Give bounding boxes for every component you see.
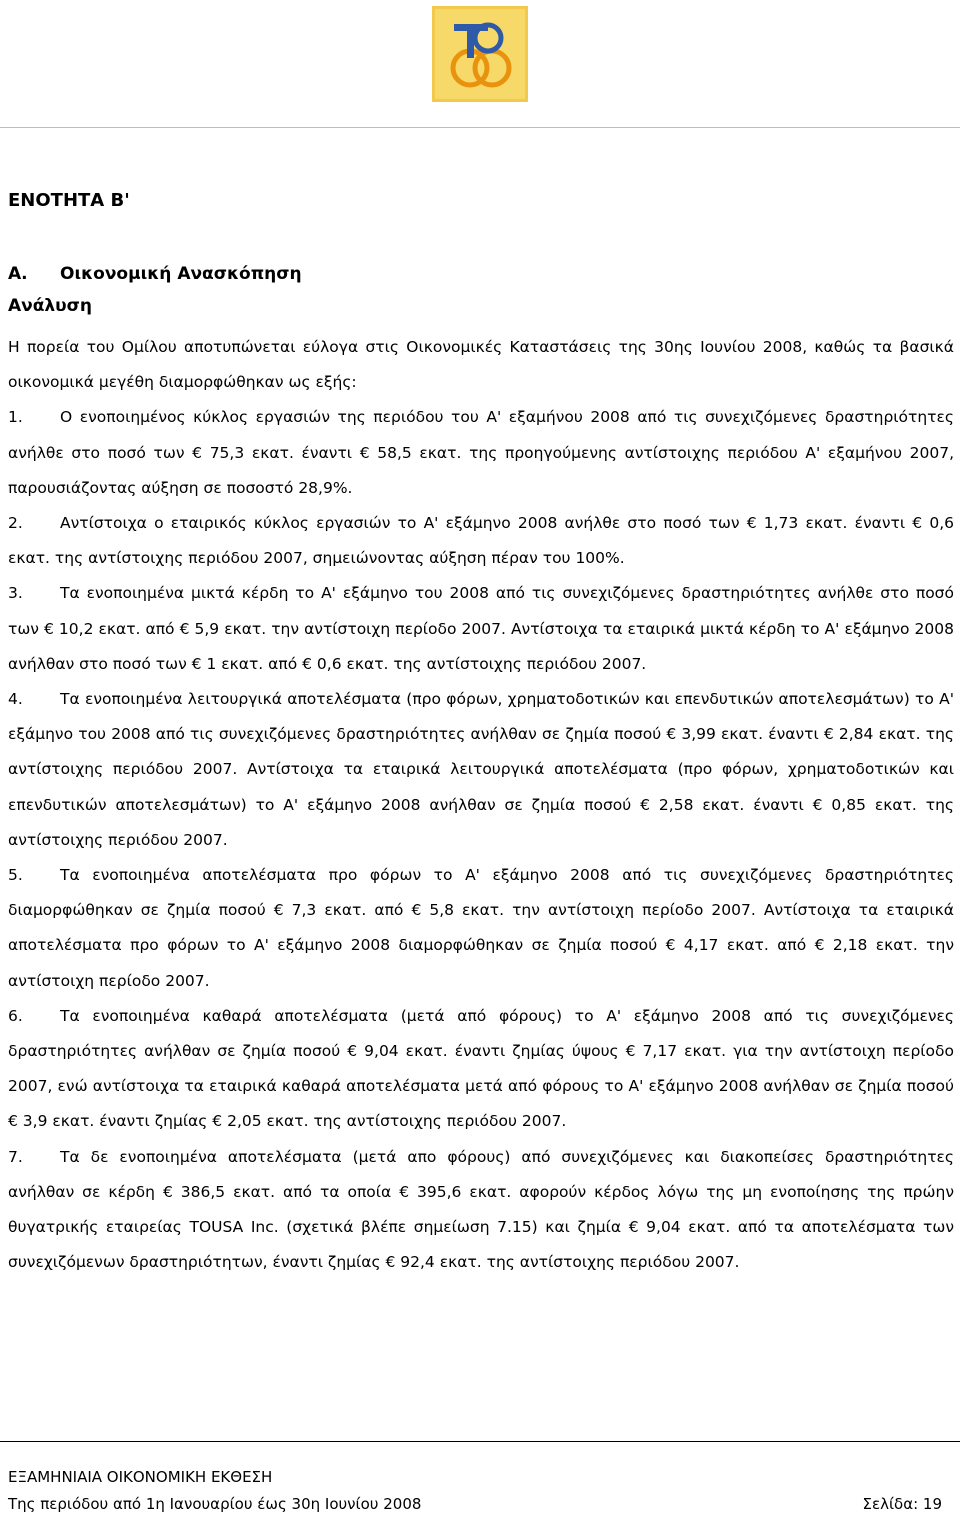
- list-item-number: 4.: [8, 690, 23, 709]
- subsection-title: Οικονομική Ανασκόπηση: [60, 264, 302, 284]
- list-item-number: 2.: [8, 514, 23, 533]
- analysis-heading: Ανάλυση: [8, 296, 92, 316]
- subsection-number: Α.: [8, 264, 28, 284]
- list-item: [8, 576, 954, 682]
- list-item-text: Τα ενοποιημένα αποτελέσματα προ φόρων το Α' εξάμηνο 2008 από τις συνεχιζόμενες δραστηριότητες διαμορφώθηκαν σε ζημία ποσού € 7,3 εκατ. από € 5,8 εκατ. την αντίστοιχη περίοδο 2007. Αντίστοιχα τα εταιρικά αποτελέσματα προ φόρων το Α' εξάμηνο 2008 διαμορφώθηκαν σε ζημία ποσού € 4,17 εκατ. από € 2,18 εκατ. την αντίστοιχη περίοδο 2007.: [8, 866, 954, 990]
- list-item: [8, 682, 954, 858]
- list-item: [8, 858, 954, 999]
- subsection-heading: [8, 264, 302, 284]
- list-item-text: Τα ενοποιημένα μικτά κέρδη το Α' εξάμηνο του 2008 από τις συνεχιζόμενες δραστηριότητες ανήλθε στο ποσό των € 10,2 εκατ. από € 5,9 εκατ. την αντίστοιχη περίοδο 2007. Αντίστοιχα τα εταιρικά μικτά κέρδη το Α' εξάμηνο 2008 ανήλθαν στο ποσό των € 1 εκατ. από € 0,6 εκατ. της αντίστοιχης περιόδου 2007.: [8, 584, 954, 673]
- list-item: [8, 999, 954, 1140]
- list-item-number: 6.: [8, 1006, 23, 1025]
- footer-report-title: ΕΞΑΜΗΝΙΑΙΑ ΟΙΚΟΝΟΜΙΚΗ ΕΚΘΕΣΗ: [8, 1468, 273, 1486]
- list-item-number: 7.: [8, 1147, 23, 1166]
- intro-paragraph: Η πορεία του Ομίλου αποτυπώνεται εύλογα στις Οικονομικές Καταστάσεις της 30ης Ιουνίου 2008, καθώς τα βασικά οικονομικά μεγέθη διαμορφώθηκαν ως εξής:: [8, 338, 954, 392]
- header-divider: [0, 127, 960, 128]
- list-item-number: 1.: [8, 408, 23, 427]
- list-item: [8, 506, 954, 576]
- document-body: [8, 330, 954, 1280]
- list-item-text: Ο ενοποιημένος κύκλος εργασιών της περιόδου του Α' εξαμήνου 2008 από τις συνεχιζόμενες δραστηριότητες ανήλθε στο ποσό των € 75,3 εκατ. έναντι € 58,5 εκατ. της προηγούμενης αντίστοιχης περιόδου Α' εξαμήνου 2007, παρουσιάζοντας αύξηση σε ποσοστό 28,9%.: [8, 408, 954, 497]
- page-number: Σελίδα: 19: [862, 1495, 942, 1513]
- list-item-text: Τα ενοποιημένα καθαρά αποτελέσματα (μετά από φόρους) το Α' εξάμηνο 2008 από τις συνεχιζόμενες δραστηριότητες ανήλθαν σε ζημία ποσού € 9,04 εκατ. έναντι ζημίας ύψους € 7,17 εκατ. για την αντίστοιχη περίοδο 2007, ενώ αντίστοιχα τα εταιρικά καθαρά αποτελέσματα μετά από φόρους το Α' εξάμηνο 2008 ανήλθαν σε ζημία ποσού € 3,9 εκατ. έναντι ζημίας € 2,05 εκατ. της αντίστοιχης περιόδου 2007.: [8, 1006, 954, 1131]
- list-item-number: 5.: [8, 866, 23, 885]
- footer-divider: [0, 1441, 960, 1442]
- list-item: [8, 1140, 954, 1281]
- section-title: ΕΝΟΤΗΤΑ Β': [8, 190, 130, 211]
- company-logo: [432, 6, 528, 102]
- footer-period: Της περιόδου από 1η Ιανουαρίου έως 30η Ιουνίου 2008: [8, 1495, 422, 1513]
- list-item-text: Αντίστοιχα ο εταιρικός κύκλος εργασιών το Α' εξάμηνο 2008 ανήλθε στο ποσό των € 1,73 εκατ. έναντι € 0,6 εκατ. της αντίστοιχης περιόδου 2007, σημειώνοντας αύξηση πέραν του 100%.: [8, 514, 954, 568]
- list-item-text: Τα ενοποιημένα λειτουργικά αποτελέσματα (προ φόρων, χρηματοδοτικών και επενδυτικών αποτελεσμάτων) το Α' εξάμηνο του 2008 από τις συνεχιζόμενες δραστηριότητες ανήλθαν σε ζημία ποσού € 3,99 εκατ. έναντι € 2,84 εκατ. της αντίστοιχης περιόδου 2007. Αντίστοιχα τα εταιρικά λειτουργικά αποτελέσματα (προ φόρων, χρηματοδοτικών και επενδυτικών αποτελεσμάτων) το Α' εξάμηνο 2008 ανήλθαν σε ζημία ποσού € 2,58 εκατ. έναντι € 0,85 εκατ. της αντίστοιχης περιόδου 2007.: [8, 690, 954, 849]
- list-item-number: 3.: [8, 584, 23, 603]
- logo-icon: [432, 6, 528, 102]
- list-item: [8, 400, 954, 506]
- list-item-text: Τα δε ενοποιημένα αποτελέσματα (μετά απο φόρους) από συνεχιζόμενες και διακοπείσες δραστηριότητες ανήλθαν σε κέρδη € 386,5 εκατ. από τα οποία € 395,6 εκατ. αφορούν κέρδος λόγω της μη ενοποίησης της πρώην θυγατρικής εταιρείας TOUSA Inc. (σχετικά βλέπε σημείωση 7.15) και ζημία € 9,04 εκατ. από τα αποτελέσματα των συνεχιζόμενων δραστηριότητων, έναντι ζημίας € 92,4 εκατ. της αντίστοιχης περιόδου 2007.: [8, 1147, 954, 1272]
